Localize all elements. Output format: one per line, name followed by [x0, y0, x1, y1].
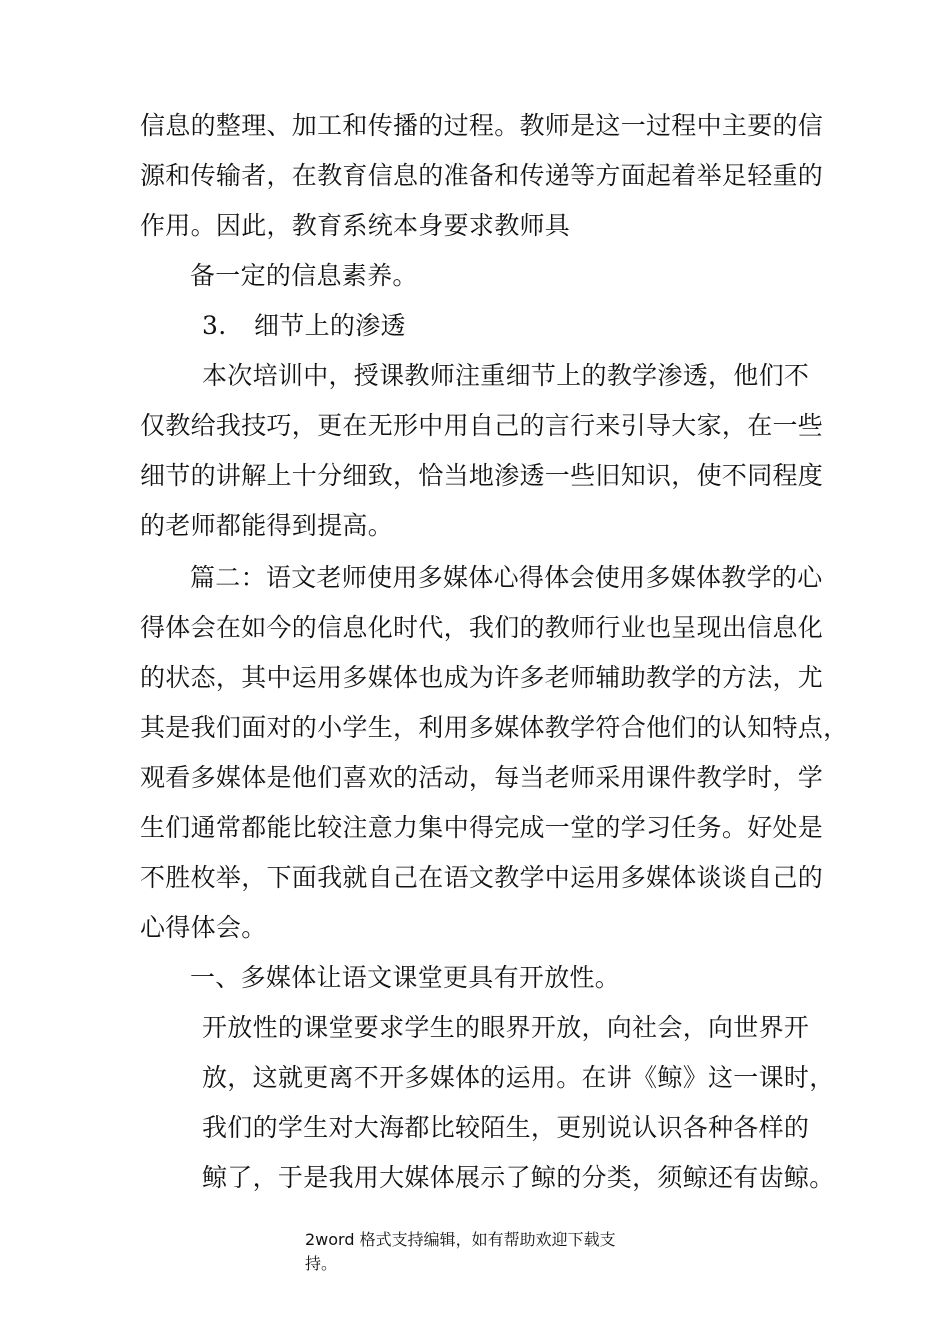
section-heading — [202, 310, 406, 342]
paragraph-line: 鲸了，于是我用大媒体展示了鲸的分类，须鲸还有齿鲸。 — [202, 1163, 835, 1192]
paragraph-line: 不胜枚举，下面我就自己在语文教学中运用多媒体谈谈自己的 — [140, 863, 824, 892]
paragraph-line: 信息的整理、加工和传播的过程。教师是这一过程中主要的信 — [140, 111, 824, 140]
paragraph-line: 其是我们面对的小学生，利用多媒体教学符合他们的认知特点， — [140, 713, 849, 742]
paragraph-line: 本次培训中，授课教师注重细节上的教学渗透，他们不 — [202, 361, 810, 390]
footer-line: 2word 格式支持编辑，如有帮助欢迎下载支 — [305, 1230, 616, 1249]
paragraph-line: 的老师都能得到提高。 — [140, 511, 394, 540]
page-footer — [305, 1228, 616, 1276]
paragraph-line: 心得体会。 — [140, 913, 267, 942]
paragraph-line: 我们的学生对大海都比较陌生，更别说认识各种各样的 — [202, 1113, 810, 1142]
paragraph-line: 放，这就更离不开多媒体的运用。在讲《鲸》这一课时， — [202, 1063, 835, 1092]
paragraph-line: 生们通常都能比较注意力集中得完成一堂的学习任务。好处是 — [140, 813, 824, 842]
subsection-heading: 一、多媒体让语文课堂更具有开放性。 — [190, 963, 621, 992]
paragraph-line: 观看多媒体是他们喜欢的活动，每当老师采用课件教学时，学 — [140, 763, 824, 792]
paragraph-line: 得体会在如今的信息化时代，我们的教师行业也呈现出信息化 — [140, 613, 824, 642]
paragraph-line: 仅教给我技巧，更在无形中用自己的言行来引导大家，在一些 — [140, 411, 824, 440]
section-number: 3. — [202, 311, 227, 340]
paragraph-line: 源和传输者，在教育信息的准备和传递等方面起着举足轻重的 — [140, 161, 824, 190]
section-title: 细节上的渗透 — [254, 311, 406, 340]
footer-line: 持。 — [305, 1254, 338, 1273]
paragraph-line: 的状态，其中运用多媒体也成为许多老师辅助教学的方法，尤 — [140, 663, 824, 692]
paragraph-line: 备一定的信息素养。 — [190, 261, 418, 290]
paragraph-line: 篇二：语文老师使用多媒体心得体会使用多媒体教学的心 — [190, 563, 823, 592]
paragraph-line: 作用。因此，教育系统本身要求教师具 — [140, 211, 571, 240]
paragraph-line: 细节的讲解上十分细致，恰当地渗透一些旧知识，使不同程度 — [140, 461, 824, 490]
paragraph-line: 开放性的课堂要求学生的眼界开放，向社会，向世界开 — [202, 1013, 810, 1042]
